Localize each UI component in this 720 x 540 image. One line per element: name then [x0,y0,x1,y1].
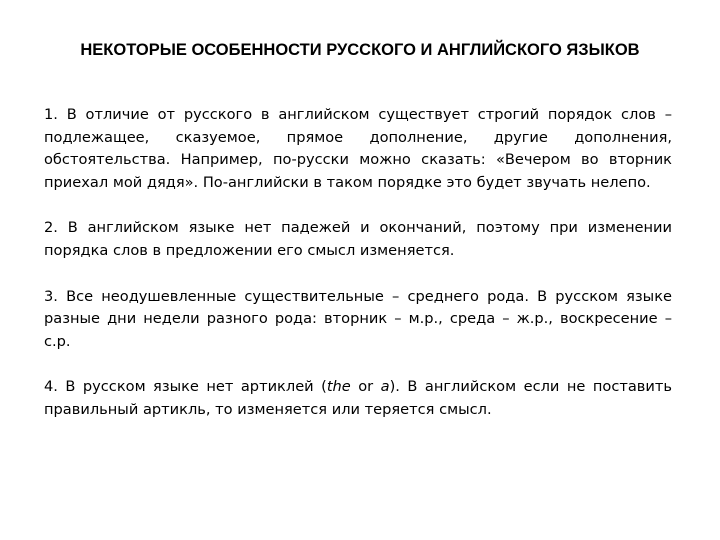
slide-title: НЕКОТОРЫЕ ОСОБЕННОСТИ РУССКОГО И АНГЛИЙСКОГО ЯЗЫКОВ [80,41,640,59]
article-the: the [326,378,351,396]
paragraph-cases: 2. В английском языке нет падежей и окончаний, поэтому при изменении порядка слов в предложении его смысл изменяется. [44,219,672,259]
articles-text-after: ). В английском если не поставить правильный артикль, то изменяется или теряется смысл. [44,378,672,418]
article-a: a [380,378,390,396]
paragraph-gender: 3. Все неодушевленные существительные – среднего рода. В русском языке разные дни недели разного рода: вторник – м.р., среда – ж.р., воскресение – с.р. [44,287,672,350]
articles-text-before: 4. В русском языке нет артиклей ( [44,378,327,396]
articles-text-or: or [350,378,381,396]
paragraph-word-order: 1. В отличие от русского в английском существует строгий порядок слов – подлежащее, сказуемое, прямое дополнение, другие дополнения, обстоятельства. Например, по-русски можно сказать: «Вечером во вторник приехал мой дядя». По-английски в таком порядке это будет звучать нелепо. [44,106,672,191]
slide-content [44,104,672,445]
paragraph-articles [44,376,672,421]
